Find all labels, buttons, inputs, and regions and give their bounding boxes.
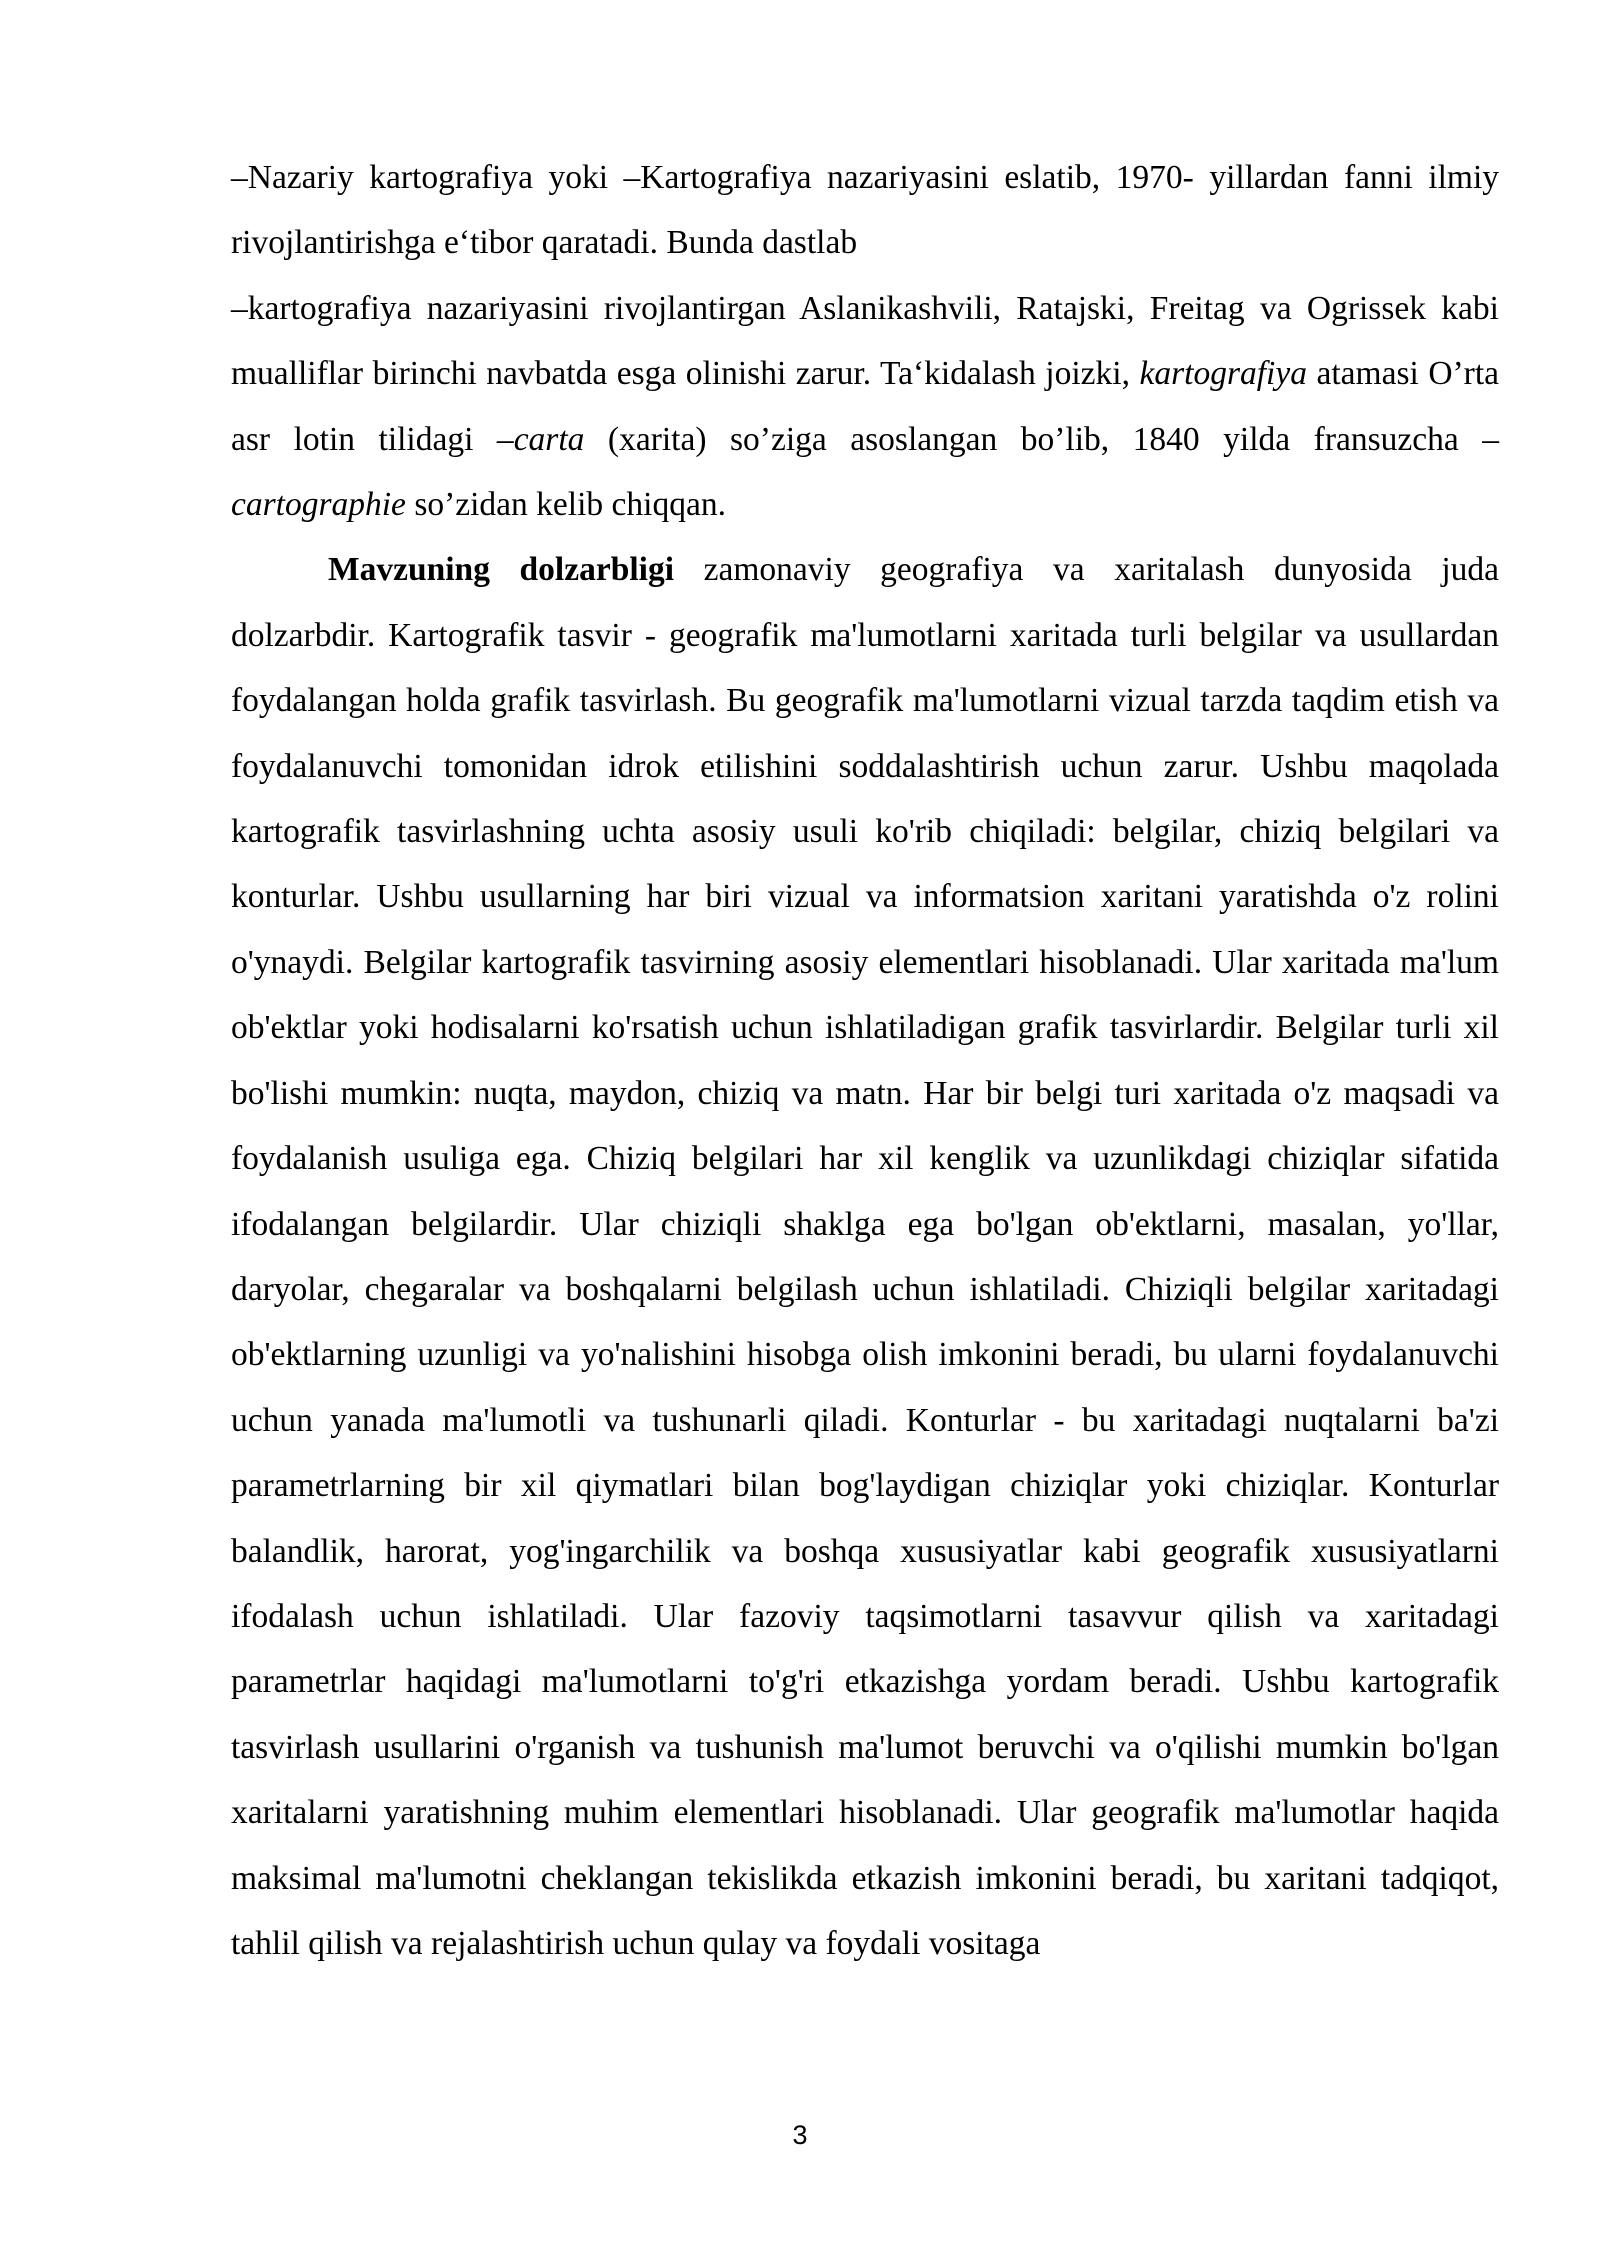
intro-line-6-text-a: bo’lib, 1840 yilda fransuzcha – [1020,420,1500,458]
intro-line-5-text-b: (xarita) so’ziga asoslangan [584,420,998,458]
intro-line-2: fanni ilmiy rivojlantirishga e‘tibor qaratadi. Bunda dastlab [231,159,1500,262]
paragraph-relevance [231,537,1499,1976]
paragraph-intro [231,145,1499,537]
intro-line-3: –kartografiya nazariyasini rivojlantirgan Aslanikashvili, Ratajski, Freitag va [231,289,1292,327]
intro-line-6-text-b: so’zidan kelib chiqqan. [405,486,726,524]
relevance-body: zamonaviy geografiya va xaritalash dunyosida juda dolzarbdir. Kartografik tasvir - geografik ma'lumotlarni xaritada turli belgilar va usullardan foydalangan holda grafik tasvirlash. Bu geografik ma'lumotlarni vizual tarzda taqdim etish va foydalanuvchi tomonidan idrok etilishini soddalashtirish uchun zarur. Ushbu maqolada kartografik tasvirlashning uchta asosiy usuli ko'rib chiqiladi: belgilar, chiziq belgilari va konturlar. Ushbu usullarning har biri vizual va informatsion xaritani yaratishda o'z rolini o'ynaydi. Belgilar kartografik tasvirning asosiy elementlari hisoblanadi. Ular xaritada ma'lum ob'ektlar yoki hodisalarni ko'rsatish uchun ishlatiladigan grafik tasvirlardir. Belgilar turli xil bo'lishi mumkin: nuqta, maydon, chiziq va matn. Har bir belgi turi xaritada o'z maqsadi va foydalanish usuliga ega. Chiziq belgilari har xil kenglik va uzunlikdagi chiziqlar sifatida ifodalangan belgilardir. Ular chiziqli shaklga ega bo'lgan ob'ektlarni, masalan, yo'llar, daryolar, chegaralar va boshqalarni belgilash uchun ishlatiladi. Chiziqli belgilar xaritadagi ob'ektlarning uzunligi va yo'nalishini hisobga olish imkonini beradi, bu ularni foydalanuvchi uchun yanada ma'lumotli va tushunarli qiladi. Konturlar - bu xaritadagi nuqtalarni ba'zi parametrlarning bir xil qiymatlari bilan bog'laydigan chiziqlar yoki chiziqlar. Konturlar balandlik, harorat, yog'ingarchilik va boshqa xususiyatlar kabi geografik xususiyatlarni ifodalash uchun ishlatiladi. Ular fazoviy taqsimotlarni tasavvur qilish va xaritadagi parametrlar haqidagi ma'lumotlarni to'g'ri etkazishga yordam beradi. Ushbu kartografik tasvirlash usullarini o'rganish va tushunish ma'lumot beruvchi va o'qilishi mumkin bo'lgan xaritalarni yaratishning muhim elementlari hisoblanadi. Ular geografik ma'lumotlar haqida maksimal ma'lumotni cheklangan tekislikda etkazish imkonini beradi, bu xaritani tadqiqot, tahlil qilish va rejalashtirish uchun qulay va foydali vositaga [231,551,1499,1962]
intro-line-5-text-a: atamasi O’rta asr lotin tilidagi – [231,355,1499,458]
page-body [231,145,1499,1976]
term-kartografiya: kartografiya [1139,355,1307,393]
intro-line-4: Ogrissek kabi mualliflar birinchi navbatda esga olinishi zarur. Ta‘kidalash joizki, [231,289,1499,393]
intro-line-1: –Nazariy kartografiya yoki –Kartografiya nazariyasini eslatib, 1970- yillardan [231,159,1329,196]
relevance-heading: Mavzuning dolzarbligi [328,551,675,589]
term-carta: carta [513,420,585,458]
term-cartographie: cartographie [231,486,406,524]
page-number: 3 [792,2120,808,2150]
